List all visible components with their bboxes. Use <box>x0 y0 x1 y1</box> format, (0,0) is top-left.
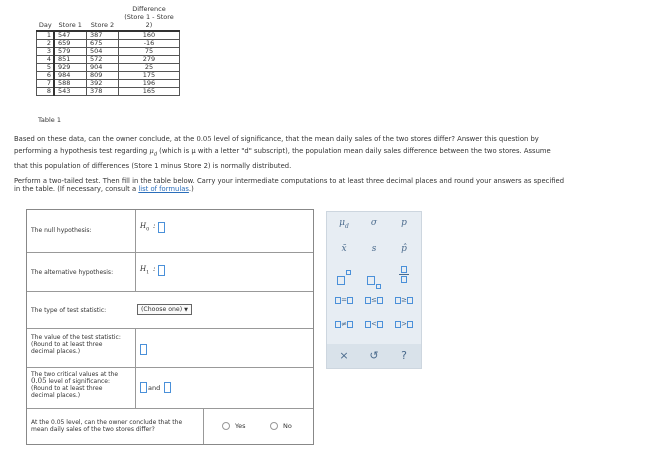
q2-line2-a: in the table. (If necessary, consult a <box>14 185 139 193</box>
row-alt-hypothesis <box>27 253 313 292</box>
cell-store1: 543 <box>54 88 87 96</box>
null-hypothesis-label: The null hypothesis: <box>31 227 92 234</box>
cell-store2: 675 <box>87 40 119 48</box>
q1-text-b: level of significance, that the mean daily sales of the two stores differ? Answer this question by <box>211 135 539 143</box>
cell-diff: 175 <box>119 72 180 80</box>
col-difference <box>119 4 180 31</box>
row-stat-type <box>27 292 313 329</box>
cell-diff: 160 <box>119 31 180 40</box>
formulas-link[interactable]: list of formulas <box>138 185 189 193</box>
cell-diff: 279 <box>119 56 180 64</box>
cell-day: 6 <box>37 72 55 80</box>
yes-option[interactable]: Yes <box>222 422 246 430</box>
cell-day: 3 <box>37 48 55 56</box>
stat-value-input[interactable] <box>140 344 147 355</box>
table-row <box>37 88 180 96</box>
stat-value-cell <box>135 329 313 367</box>
col-store1: Store 1 <box>58 21 82 29</box>
h0-symbol: $H_0$ <box>140 222 150 233</box>
cell-store2: 809 <box>87 72 119 80</box>
conclusion-cell <box>203 409 313 444</box>
symbol-palette <box>326 211 422 369</box>
palette-subscript-button[interactable] <box>361 270 387 289</box>
col-difference-line1: Difference <box>132 5 166 13</box>
col-day: Day <box>38 21 52 29</box>
cell-day: 8 <box>37 88 55 96</box>
cell-store1: 659 <box>54 40 87 48</box>
q1-line2-a: performing a hypothesis test regarding <box>14 147 150 155</box>
cell-store2: 572 <box>87 56 119 64</box>
cell-store2: 392 <box>87 80 119 88</box>
palette-xbar-button[interactable]: x̄ <box>341 244 347 254</box>
q2-line1: Perform a two-tailed test. Then fill in the table below. Carry your intermediate computations to at least three decimal places and round your answers as specified <box>14 177 565 185</box>
cell-diff: 25 <box>119 64 180 72</box>
stat-type-select-value: (Choose one) <box>141 306 183 313</box>
question-paragraph-2 <box>14 177 654 193</box>
palette-sigma-button[interactable]: σ <box>370 218 378 228</box>
no-radio[interactable] <box>270 422 278 430</box>
palette-fraction-button[interactable] <box>391 266 417 283</box>
row-null-hypothesis <box>27 210 313 253</box>
row-stat-value <box>27 329 313 368</box>
q2-line2-b: .) <box>188 185 194 193</box>
h0-colon: : <box>153 222 156 230</box>
palette-lt-button[interactable]: < <box>361 320 387 328</box>
cell-day: 1 <box>37 31 55 40</box>
palette-phat-button[interactable]: p̂ <box>401 244 407 254</box>
stat-type-select[interactable] <box>137 304 192 315</box>
cell-day: 2 <box>37 40 55 48</box>
question-paragraph-1 <box>14 133 654 172</box>
undo-icon[interactable]: ↺ <box>369 349 379 362</box>
cell-day: 7 <box>37 80 55 88</box>
conclusion-label: At the 0.05 level, can the owner conclude that the mean daily sales of the two stores differ? <box>31 419 183 433</box>
no-option[interactable]: No <box>270 422 292 430</box>
cell-diff: 75 <box>119 48 180 56</box>
palette-s-button[interactable]: s <box>371 244 377 254</box>
and-label: and <box>148 384 161 392</box>
cell-store2: 504 <box>87 48 119 56</box>
cell-store1: 588 <box>54 80 87 88</box>
alt-hypothesis-label: The alternative hypothesis: <box>31 269 114 276</box>
cell-store2: 904 <box>87 64 119 72</box>
critical-values-cell <box>135 368 313 408</box>
h1-colon: : <box>153 265 156 273</box>
cell-store2: 378 <box>87 88 119 96</box>
stat-value-label: The value of the test statistic: (Round to at least three decimal places.) <box>31 334 121 355</box>
help-icon[interactable]: ? <box>401 349 407 362</box>
cell-day: 5 <box>37 64 55 72</box>
table-caption: Table 1 <box>38 116 62 124</box>
cell-store1: 929 <box>54 64 87 72</box>
data-table <box>36 4 180 96</box>
palette-footer <box>327 344 421 368</box>
col-store2: Store 2 <box>90 21 115 29</box>
palette-mu-d-button[interactable]: $\mu_d$ <box>339 218 349 230</box>
q1-mu-symbol: μ <box>149 147 154 155</box>
cell-diff: 196 <box>119 80 180 88</box>
cell-store1: 851 <box>54 56 87 64</box>
cell-store2: 387 <box>87 31 119 40</box>
alt-hypothesis-input[interactable] <box>158 265 165 276</box>
answer-table <box>26 209 314 445</box>
palette-ge-button[interactable]: ≥ <box>391 296 417 304</box>
q1-line3: that this population of differences (Store 1 minus Store 2) is normally distributed. <box>14 162 292 171</box>
q1-line2-b: (which is μ with a letter "d" subscript), the population mean daily sales difference between the two stores. Assume <box>157 147 551 155</box>
yes-radio[interactable] <box>222 422 230 430</box>
cell-diff: -16 <box>119 40 180 48</box>
palette-ne-button[interactable]: ≠ <box>331 320 357 328</box>
q1-significance: 0.05 <box>196 135 212 143</box>
critical-value-1-input[interactable] <box>140 382 147 393</box>
dropdown-arrow-icon: ▼ <box>184 307 188 313</box>
null-hypothesis-cell <box>135 210 313 252</box>
critical-values-label: The two critical values at the 0.05 level of significance: (Round to at least three decimal places.) <box>31 371 119 399</box>
palette-gt-button[interactable]: > <box>391 320 417 328</box>
row-critical-values <box>27 368 313 409</box>
palette-superscript-button[interactable] <box>331 270 357 289</box>
q1-text-a: Based on these data, can the owner conclude, at the <box>14 135 197 143</box>
row-conclusion <box>27 409 313 444</box>
stat-type-label: The type of test statistic: <box>31 307 107 314</box>
cell-diff: 165 <box>119 88 180 96</box>
cell-store1: 984 <box>54 72 87 80</box>
cell-day: 4 <box>37 56 55 64</box>
clear-icon[interactable]: × <box>339 349 349 362</box>
critical-value-2-input[interactable] <box>164 382 171 393</box>
alt-hypothesis-cell <box>135 253 313 291</box>
h1-symbol: $H_1$ <box>140 265 150 276</box>
col-difference-line2: (Store 1 - Store 2) <box>124 13 174 29</box>
cell-store1: 547 <box>54 31 87 40</box>
palette-le-button[interactable]: ≤ <box>361 296 387 304</box>
palette-p-button[interactable]: p <box>401 218 407 228</box>
cell-store1: 579 <box>54 48 87 56</box>
palette-equals-button[interactable]: = <box>331 296 357 304</box>
q1-mu-sub: d <box>153 151 158 158</box>
null-hypothesis-input[interactable] <box>158 222 165 233</box>
